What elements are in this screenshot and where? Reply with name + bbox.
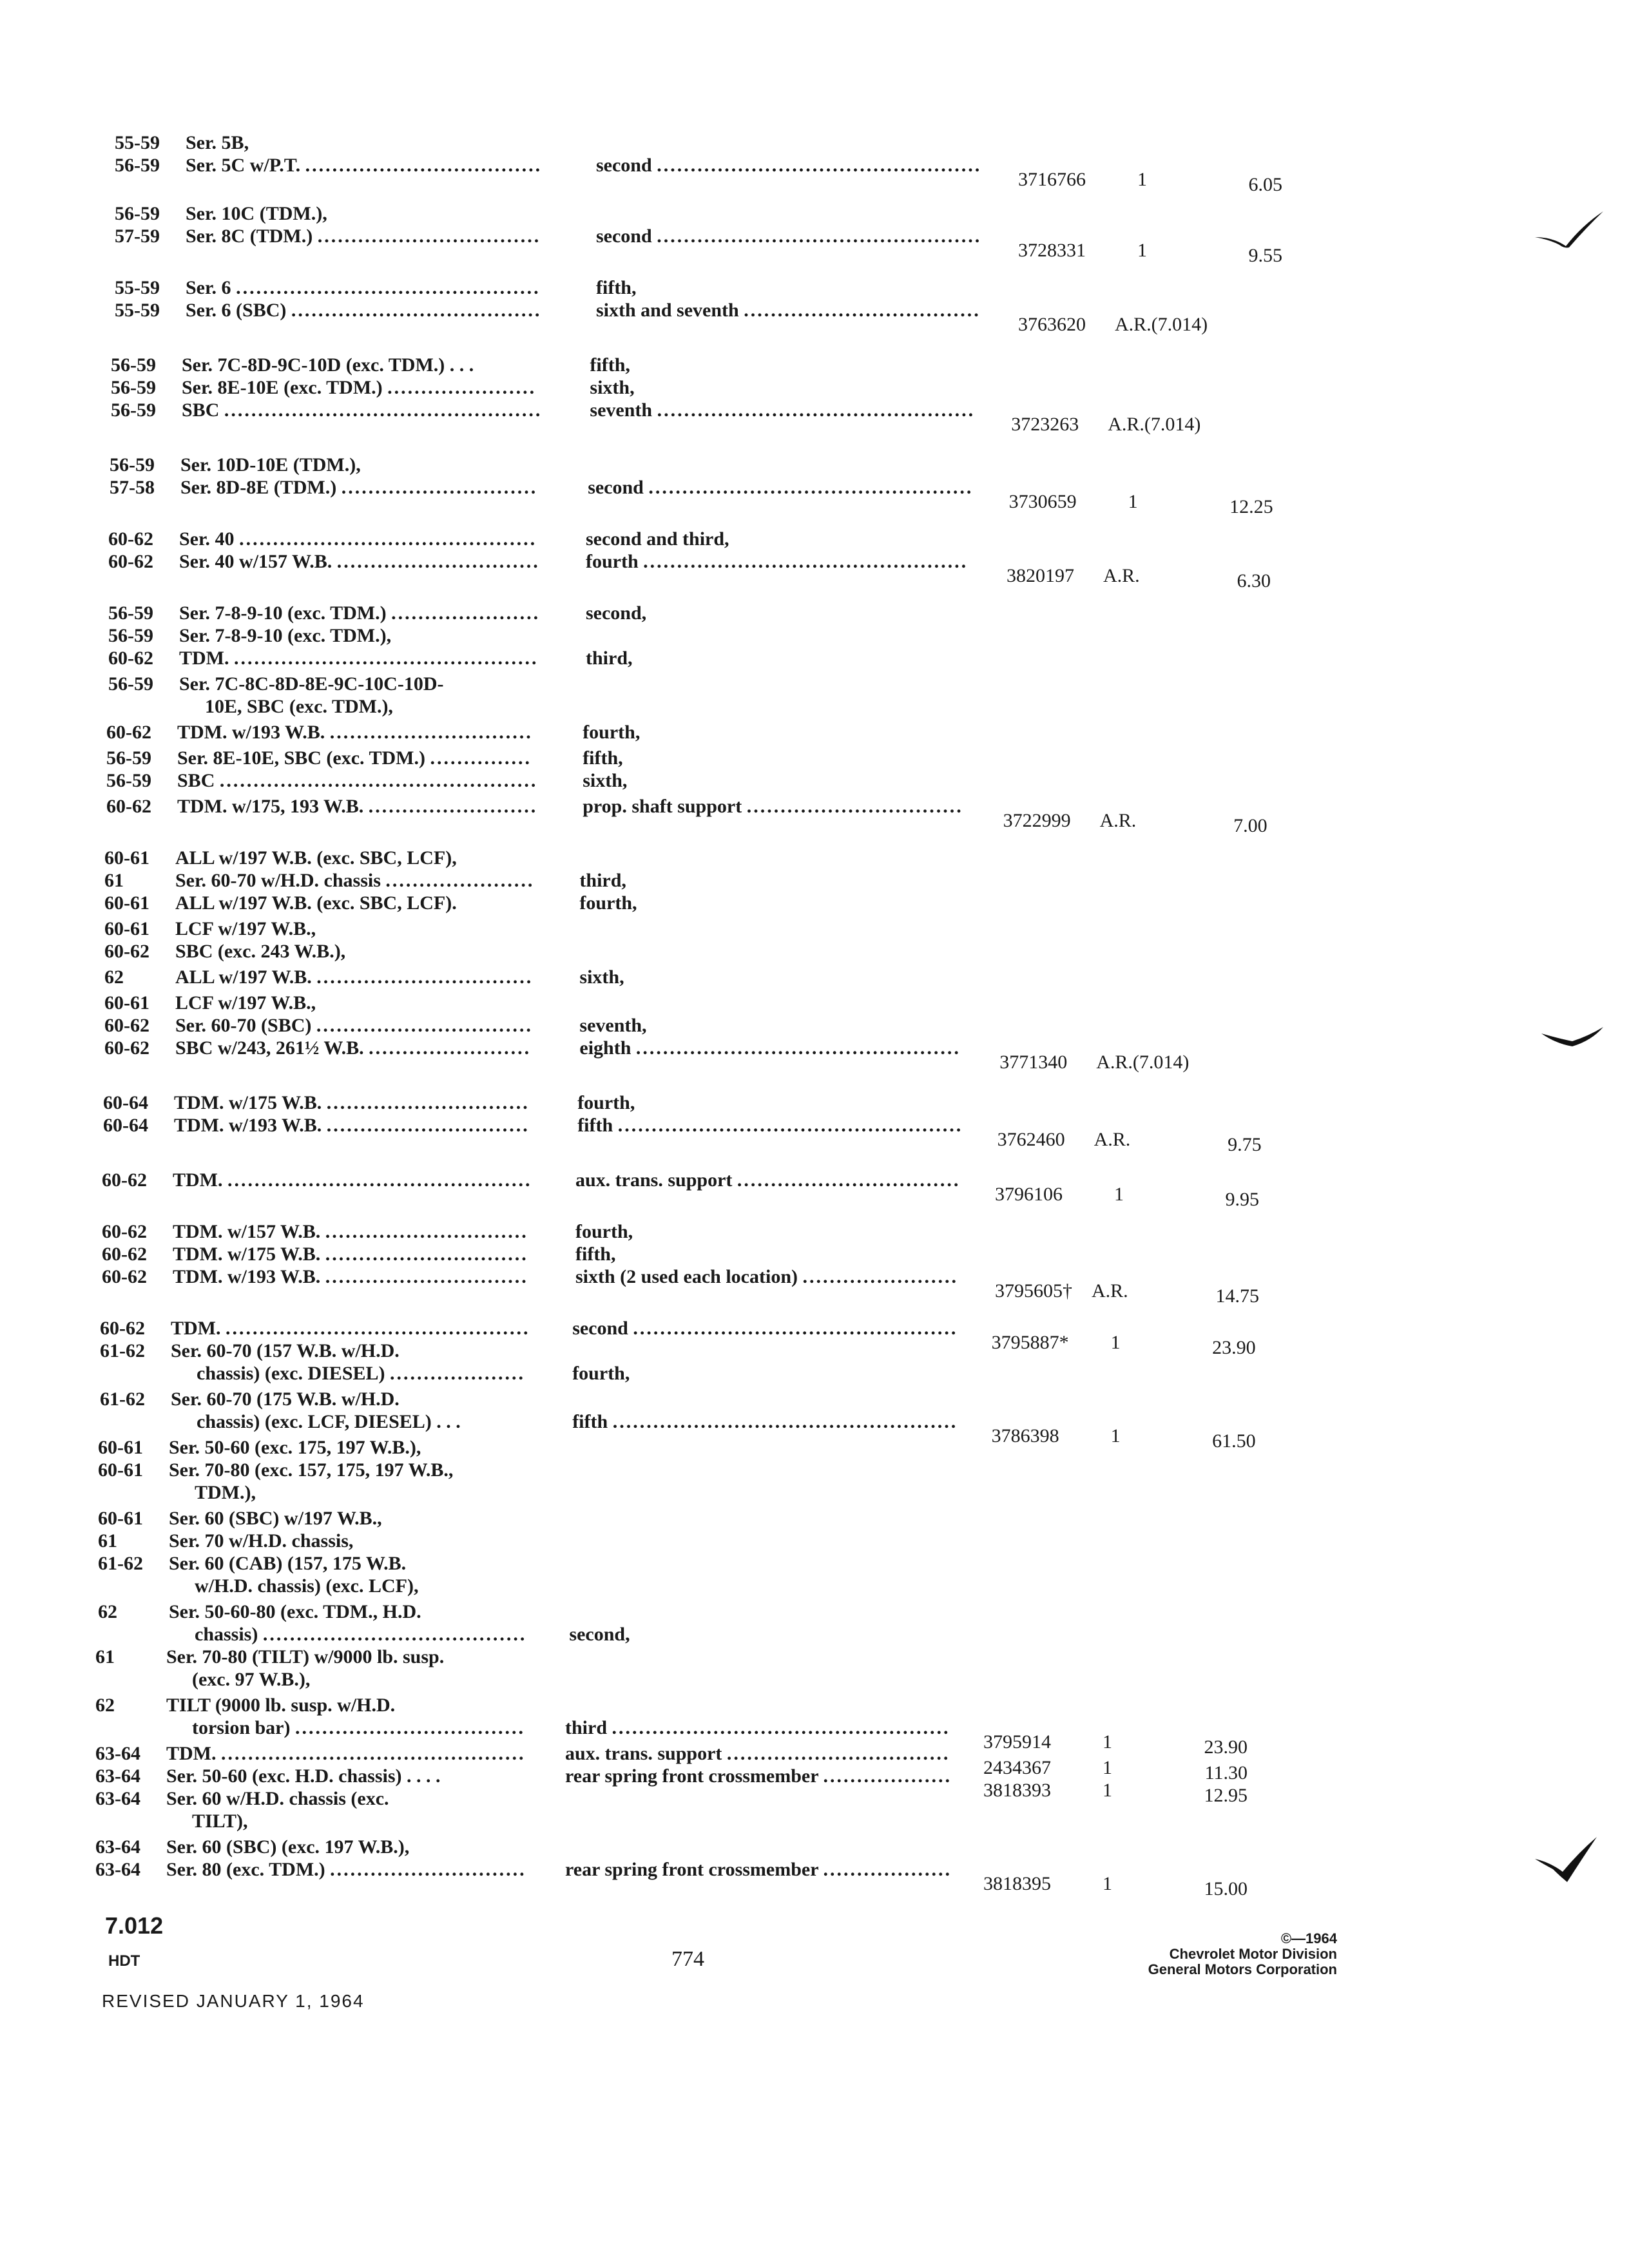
application-description: Ser. 8D-8E (TDM.) ............................. (180, 477, 538, 498)
list-price: 14.75 (1215, 1285, 1259, 1307)
model-years: 60-61 (104, 918, 149, 939)
crossmember-position: fifth, (596, 277, 637, 298)
crossmember-position: second, (569, 1624, 630, 1645)
quantity: 1 (1110, 1332, 1121, 1353)
crossmember-position: seventh ............................................... (590, 399, 976, 421)
dot-leader: ................................. (737, 1169, 961, 1191)
crossmember-position: aux. trans. support ................................. (575, 1169, 961, 1191)
dot-leader: ............... (430, 747, 532, 769)
application-description: Ser. 8E-10E, SBC (exc. TDM.) ............... (177, 747, 532, 769)
application-description: ALL w/197 W.B. (exc. SBC, LCF), (175, 847, 457, 869)
section-number: 7.012 (105, 1912, 164, 1939)
revision-note: REVISED JANUARY 1, 1964 (102, 1991, 365, 2011)
crossmember-position: second ................................................ (596, 155, 982, 176)
dot-leader: ..................................... (291, 300, 542, 321)
list-price: 6.05 (1248, 174, 1282, 195)
list-price: 11.30 (1204, 1762, 1248, 1783)
model-years: 55-59 (115, 277, 160, 298)
list-price: 12.25 (1229, 496, 1273, 517)
application-description: TILT (9000 lb. susp. w/H.D. (166, 1695, 396, 1716)
dot-leader: ................................ (316, 966, 534, 988)
dot-leader: ................................. (726, 1743, 950, 1764)
model-years: 63-64 (95, 1743, 140, 1764)
application-description: Ser. 10D-10E (TDM.), (180, 454, 361, 476)
application-description: Ser. 6 (SBC) ..................................... (186, 300, 542, 321)
application-description: TILT), (192, 1811, 248, 1832)
dot-leader: ................................................ (657, 226, 982, 247)
dot-leader: ................... (823, 1765, 952, 1787)
model-years: 57-58 (110, 477, 155, 498)
quantity: A.R.(7.014) (1108, 414, 1201, 435)
dot-leader: .................................. (295, 1717, 525, 1738)
crossmember-position: sixth, (590, 377, 635, 398)
application-description: (exc. 97 W.B.), (192, 1669, 311, 1690)
crossmember-position: rear spring front crossmember ................... (565, 1859, 952, 1880)
model-years: 63-64 (95, 1765, 140, 1787)
application-description: Ser. 7-8-9-10 (exc. TDM.), (179, 625, 392, 646)
dot-leader: ............................................. (221, 1743, 526, 1764)
application-description: Ser. 40 w/157 W.B. .............................. (179, 551, 540, 572)
application-description: torsion bar) .................................. (192, 1717, 525, 1738)
dot-leader: ...................... (391, 602, 540, 624)
quantity: 1 (1103, 1757, 1112, 1778)
section-code: HDT (108, 1952, 140, 1970)
quantity: 1 (1103, 1780, 1112, 1801)
application-description: TDM. w/193 W.B. .............................. (177, 722, 533, 743)
list-price: 9.95 (1225, 1189, 1259, 1210)
dot-leader: ................................................ (633, 1318, 958, 1339)
application-description: Ser. 60-70 (175 W.B. w/H.D. (171, 1389, 400, 1410)
model-years: 61 (98, 1530, 117, 1552)
dot-leader: ............................................. (236, 277, 541, 298)
crossmember-position: fifth, (590, 354, 630, 376)
list-price: 15.00 (1204, 1878, 1248, 1899)
quantity: A.R. (1094, 1129, 1131, 1150)
crossmember-position: fifth, (575, 1244, 616, 1265)
page-number: 774 (671, 1947, 704, 1971)
dot-leader: ............................................. (227, 1169, 532, 1191)
application-description: SBC ............................................... (182, 399, 543, 421)
quantity: A.R.(7.014) (1115, 314, 1208, 335)
application-description: TDM. w/157 W.B. .............................. (173, 1221, 528, 1242)
model-years: 62 (95, 1695, 115, 1716)
list-price: 7.00 (1233, 815, 1268, 836)
dot-leader: ................................................... (612, 1411, 958, 1432)
model-years: 60-62 (102, 1221, 147, 1242)
model-years: 63-64 (95, 1836, 140, 1858)
application-description: TDM. ............................................. (171, 1318, 530, 1339)
model-years: 56-59 (111, 354, 156, 376)
application-description: Ser. 8E-10E (exc. TDM.) ...................... (182, 377, 537, 398)
dot-leader: .............................. (326, 1115, 530, 1136)
crossmember-position: sixth and seventh ................................... (596, 300, 981, 321)
list-price: 61.50 (1212, 1430, 1256, 1452)
quantity: 1 (1110, 1425, 1121, 1446)
application-description: chassis) ....................................... (195, 1624, 527, 1645)
dot-leader: ................................... (305, 155, 543, 176)
quantity: A.R. (1103, 565, 1140, 586)
model-years: 60-61 (98, 1459, 143, 1481)
dot-leader: ............................................... (657, 399, 976, 421)
model-years: 61-62 (100, 1389, 145, 1410)
crossmember-position: prop. shaft support ................................ (583, 796, 963, 817)
crossmember-position: second ................................................ (596, 226, 982, 247)
part-number: 3818393 (983, 1780, 1051, 1801)
dot-leader: ............................. (341, 477, 538, 498)
model-years: 62 (98, 1601, 117, 1622)
model-years: 55-59 (115, 300, 160, 321)
dot-leader: ................................ (316, 1015, 533, 1036)
dot-leader: ................................................ (657, 155, 982, 176)
model-years: 60-62 (100, 1318, 145, 1339)
model-years: 60-62 (104, 1037, 149, 1059)
quantity: 1 (1103, 1731, 1112, 1753)
model-years: 56-59 (108, 625, 153, 646)
application-description: Ser. 70-80 (TILT) w/9000 lb. susp. (166, 1646, 445, 1667)
model-years: 60-62 (102, 1244, 147, 1265)
quantity: A.R. (1092, 1280, 1128, 1302)
dot-leader: .............................. (326, 1092, 530, 1113)
model-years: 62 (104, 966, 124, 988)
crossmember-position: second ................................................ (572, 1318, 958, 1339)
check-mark-icon (1540, 1024, 1605, 1050)
application-description: TDM. ............................................. (173, 1169, 532, 1191)
dot-leader: ...................... (387, 377, 537, 398)
copyright: ©—1964 (1280, 1930, 1337, 1946)
crossmember-position: second and third, (586, 528, 729, 550)
application-description: Ser. 6 ............................................. (186, 277, 541, 298)
dot-leader: ............................................. (234, 648, 539, 669)
model-years: 61-62 (100, 1340, 145, 1361)
dot-leader: ............................................. (226, 1318, 530, 1339)
model-years: 60-62 (102, 1169, 147, 1191)
application-description: TDM.), (195, 1482, 256, 1503)
dot-leader: ....................... (802, 1266, 958, 1287)
part-number: 2434367 (983, 1757, 1051, 1778)
crossmember-position: third .................................................. (565, 1717, 950, 1738)
part-number: 3795887* (991, 1332, 1069, 1353)
dot-leader: ............................................... (224, 399, 543, 421)
application-description: Ser. 60 (CAB) (157, 175 W.B. (169, 1553, 407, 1574)
part-number: 3730659 (1008, 491, 1077, 512)
model-years: 56-59 (115, 155, 160, 176)
application-description: Ser. 7C-8C-8D-8E-9C-10C-10D- (179, 673, 444, 695)
part-number: 3795605† (995, 1280, 1072, 1302)
crossmember-position: fourth, (577, 1092, 635, 1113)
application-description: Ser. 60 (SBC) (exc. 197 W.B.), (166, 1836, 410, 1858)
application-description: LCF w/197 W.B., (175, 992, 316, 1014)
model-years: 61 (104, 870, 124, 891)
application-description: Ser. 60-70 w/H.D. chassis ...................... (175, 870, 535, 891)
application-description: Ser. 5B, (186, 132, 249, 153)
model-years: 56-59 (111, 377, 156, 398)
dot-leader: .............................. (325, 1266, 528, 1287)
list-price: 23.90 (1212, 1337, 1256, 1358)
model-years: 63-64 (95, 1788, 140, 1809)
part-number: 3722999 (1003, 810, 1071, 831)
application-description: Ser. 50-60 (exc. 175, 197 W.B.), (169, 1437, 421, 1458)
dot-leader: ......................... (368, 796, 538, 817)
application-description: Ser. 7-8-9-10 (exc. TDM.) ...................... (179, 602, 540, 624)
dot-leader: ................................................ (635, 1037, 961, 1059)
dot-leader: ....................................... (262, 1624, 527, 1645)
application-description: SBC ............................................... (177, 770, 538, 791)
list-price: 12.95 (1204, 1785, 1248, 1806)
part-number: 3795914 (983, 1731, 1051, 1753)
check-mark-icon (1534, 206, 1605, 251)
crossmember-position: sixth, (579, 966, 624, 988)
list-price: 23.90 (1204, 1736, 1248, 1758)
model-years: 60-62 (106, 722, 151, 743)
crossmember-position: fourth ................................................ (586, 551, 969, 572)
crossmember-position: fourth, (575, 1221, 633, 1242)
model-years: 57-59 (115, 226, 160, 247)
model-years: 60-62 (104, 1015, 149, 1036)
crossmember-position: third, (579, 870, 626, 891)
part-number: 3818395 (983, 1873, 1051, 1894)
dot-leader: .............................. (325, 1221, 528, 1242)
model-years: 60-64 (103, 1115, 148, 1136)
dot-leader: ................................................... (617, 1115, 963, 1136)
model-years: 60-62 (108, 648, 153, 669)
application-description: SBC w/243, 261½ W.B. ........................ (175, 1037, 532, 1059)
part-number: 3728331 (1018, 240, 1086, 261)
quantity: 1 (1114, 1184, 1124, 1205)
crossmember-position: second, (586, 602, 647, 624)
application-description: Ser. 40 ............................................ (179, 528, 537, 550)
crossmember-position: fifth ................................................... (572, 1411, 958, 1432)
application-description: Ser. 5C w/P.T. ................................... (186, 155, 543, 176)
model-years: 56-59 (106, 747, 151, 769)
dot-leader: .............................. (336, 551, 540, 572)
dot-leader: .............................. (329, 722, 533, 743)
application-description: TDM. w/175 W.B. .............................. (173, 1244, 528, 1265)
application-description: TDM. w/193 W.B. .............................. (174, 1115, 530, 1136)
model-years: 56-59 (108, 673, 153, 695)
application-description: TDM. w/175 W.B. .............................. (174, 1092, 530, 1113)
crossmember-position: sixth, (583, 770, 628, 791)
quantity: 1 (1137, 169, 1147, 190)
part-number: 3786398 (991, 1425, 1059, 1446)
application-description: Ser. 60 w/H.D. chassis (exc. (166, 1788, 389, 1809)
publisher-division: Chevrolet Motor Division (1169, 1946, 1337, 1962)
model-years: 60-61 (98, 1508, 143, 1529)
crossmember-position: aux. trans. support ................................. (565, 1743, 950, 1764)
model-years: 60-61 (104, 847, 149, 869)
quantity: A.R.(7.014) (1096, 1052, 1190, 1073)
crossmember-position: fourth, (572, 1363, 630, 1384)
dot-leader: ................................................ (643, 551, 969, 572)
crossmember-position: fifth ................................................... (577, 1115, 963, 1136)
application-description: Ser. 70-80 (exc. 157, 175, 197 W.B., (169, 1459, 454, 1481)
crossmember-position: rear spring front crossmember ................... (565, 1765, 952, 1787)
crossmember-position: fourth, (579, 892, 637, 914)
dot-leader: ...................... (385, 870, 535, 891)
application-description: Ser. 50-60-80 (exc. TDM., H.D. (169, 1601, 421, 1622)
dot-leader: ............................................... (219, 770, 538, 791)
quantity: 1 (1137, 240, 1147, 261)
dot-leader: .............................. (325, 1244, 528, 1265)
publisher-corporation: General Motors Corporation (1148, 1961, 1337, 1977)
quantity: A.R. (1099, 810, 1137, 831)
application-description: 10E, SBC (exc. TDM.), (205, 696, 393, 717)
part-number: 3796106 (995, 1184, 1063, 1205)
application-description: Ser. 60-70 (SBC) ................................ (175, 1015, 533, 1036)
application-description: TDM. w/193 W.B. .............................. (173, 1266, 528, 1287)
model-years: 60-61 (104, 992, 149, 1014)
model-years: 63-64 (95, 1859, 140, 1880)
dot-leader: ................................. (317, 226, 541, 247)
list-price: 9.75 (1228, 1134, 1262, 1155)
model-years: 56-59 (111, 399, 156, 421)
model-years: 55-59 (115, 132, 160, 153)
part-number: 3762460 (997, 1129, 1065, 1150)
list-price: 9.55 (1248, 245, 1282, 266)
quantity: 1 (1128, 491, 1138, 512)
application-description: w/H.D. chassis) (exc. LCF), (195, 1575, 419, 1597)
application-description: TDM. w/175, 193 W.B. ......................... (177, 796, 538, 817)
model-years: 56-59 (110, 454, 155, 476)
model-years: 61-62 (98, 1553, 143, 1574)
application-description: Ser. 60 (SBC) w/197 W.B., (169, 1508, 382, 1529)
application-description: LCF w/197 W.B., (175, 918, 316, 939)
crossmember-position: eighth ................................................ (579, 1037, 961, 1059)
application-description: Ser. 10C (TDM.), (186, 203, 327, 224)
model-years: 61 (95, 1646, 115, 1667)
dot-leader: ............................................ (239, 528, 537, 550)
dot-leader: .................... (390, 1363, 526, 1384)
application-description: Ser. 8C (TDM.) ................................. (186, 226, 541, 247)
crossmember-position: fourth, (583, 722, 641, 743)
check-mark-icon (1534, 1833, 1598, 1885)
dot-leader: ................... (823, 1859, 952, 1880)
application-description: ALL w/197 W.B. ................................ (175, 966, 534, 988)
application-description: Ser. 50-60 (exc. H.D. chassis) . . . . (166, 1765, 441, 1787)
model-years: 60-61 (98, 1437, 143, 1458)
model-years: 60-62 (102, 1266, 147, 1287)
crossmember-position: seventh, (579, 1015, 647, 1036)
application-description: chassis) (exc. LCF, DIESEL) . . . (197, 1411, 461, 1432)
application-description: SBC (exc. 243 W.B.), (175, 941, 346, 962)
application-description: ALL w/197 W.B. (exc. SBC, LCF). (175, 892, 457, 914)
part-number: 3771340 (999, 1052, 1068, 1073)
crossmember-position: sixth (2 used each location) ....................... (575, 1266, 958, 1287)
model-years: 56-59 (115, 203, 160, 224)
part-number: 3716766 (1018, 169, 1086, 190)
model-years: 60-62 (108, 551, 153, 572)
application-description: Ser. 60-70 (157 W.B. w/H.D. (171, 1340, 400, 1361)
dot-leader: ................................... (744, 300, 981, 321)
model-years: 60-64 (103, 1092, 148, 1113)
application-description: TDM. ............................................. (166, 1743, 526, 1764)
model-years: 60-61 (104, 892, 149, 914)
model-years: 60-62 (104, 941, 149, 962)
dot-leader: ........................ (369, 1037, 532, 1059)
application-description: TDM. ............................................. (179, 648, 539, 669)
dot-leader: ................................................ (648, 477, 974, 498)
model-years: 60-62 (106, 796, 151, 817)
part-number: 3723263 (1011, 414, 1079, 435)
application-description: Ser. 70 w/H.D. chassis, (169, 1530, 354, 1552)
dot-leader: ............................. (330, 1859, 526, 1880)
dot-leader: ................................ (746, 796, 963, 817)
dot-leader: .................................................. (612, 1717, 950, 1738)
list-price: 6.30 (1237, 570, 1271, 591)
part-number: 3763620 (1018, 314, 1086, 335)
model-years: 56-59 (106, 770, 151, 791)
application-description: Ser. 80 (exc. TDM.) ............................. (166, 1859, 526, 1880)
model-years: 60-62 (108, 528, 153, 550)
crossmember-position: third, (586, 648, 633, 669)
application-description: Ser. 7C-8D-9C-10D (exc. TDM.) . . . (182, 354, 474, 376)
quantity: 1 (1103, 1873, 1112, 1894)
part-number: 3820197 (1007, 565, 1074, 586)
model-years: 56-59 (108, 602, 153, 624)
crossmember-position: fifth, (583, 747, 623, 769)
crossmember-position: second ................................................ (588, 477, 974, 498)
application-description: chassis) (exc. DIESEL) .................... (197, 1363, 526, 1384)
